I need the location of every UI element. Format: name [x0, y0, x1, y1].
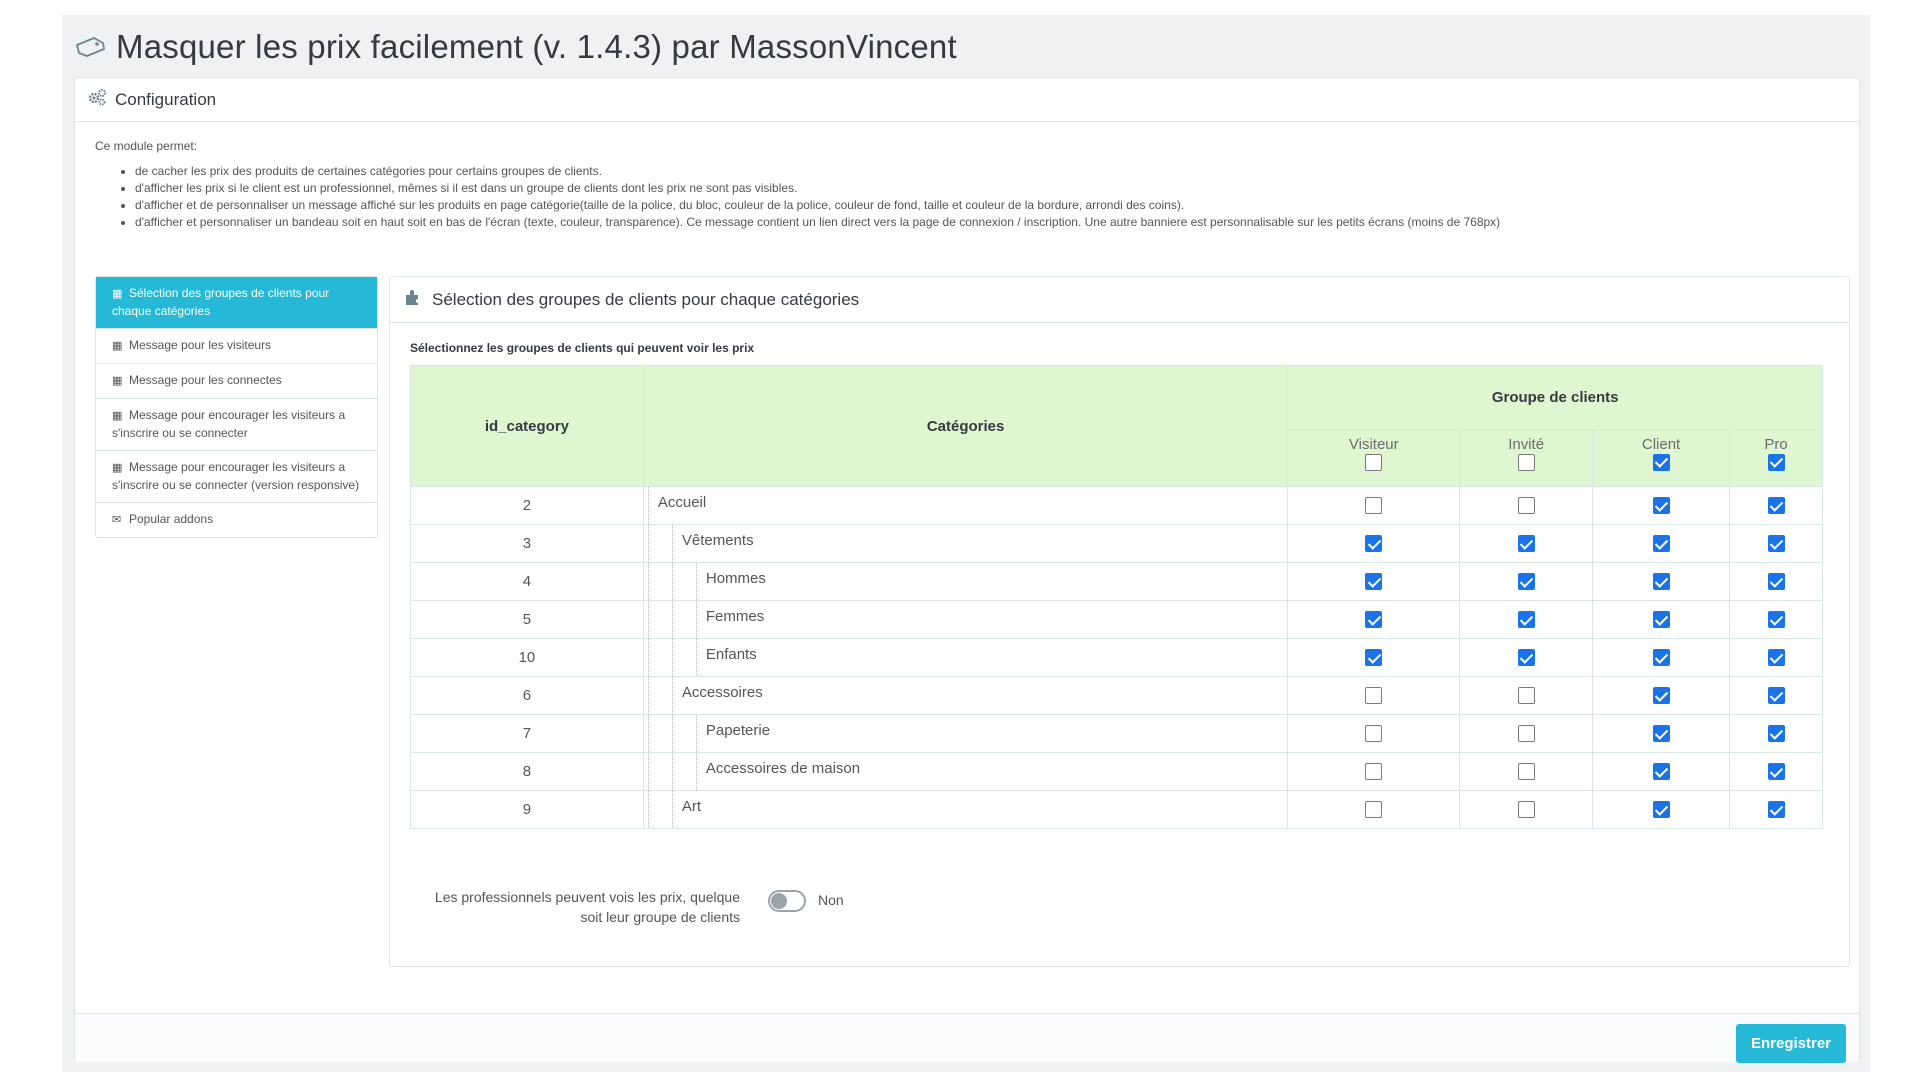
group-checkbox-pro[interactable]: [1768, 725, 1785, 742]
group-checkbox-pro[interactable]: [1768, 687, 1785, 704]
group-checkbox-invité[interactable]: [1518, 497, 1535, 514]
tree-line: [648, 601, 649, 638]
category-id-cell: 7: [411, 715, 644, 753]
group-label: Pro: [1764, 436, 1788, 453]
group-checkbox-client[interactable]: [1653, 687, 1670, 704]
group-checkbox-pro[interactable]: [1768, 611, 1785, 628]
group-checkbox-client[interactable]: [1653, 725, 1670, 742]
table-instructions: Sélectionnez les groupes de clients qui peuvent voir les prix: [410, 341, 755, 355]
tree-line: [672, 753, 673, 790]
group-checkbox-visiteur[interactable]: [1365, 649, 1382, 666]
page-title: Masquer les prix facilement (v. 1.4.3) par MassonVincent: [116, 28, 957, 65]
category-name: Femmes: [705, 608, 765, 625]
category-name: Enfants: [705, 646, 757, 663]
group-checkbox-client[interactable]: [1653, 573, 1670, 590]
category-name-cell: [643, 525, 1287, 563]
tab-signup-message[interactable]: [96, 399, 377, 451]
category-id-cell: 2: [411, 487, 644, 525]
module-page: [62, 15, 1870, 1072]
category-name: Vêtements: [681, 532, 754, 549]
tree-line: [648, 753, 649, 790]
group-checkbox-invité[interactable]: [1518, 801, 1535, 818]
group-check-cell: [1730, 715, 1823, 753]
group-checkbox-pro[interactable]: [1768, 649, 1785, 666]
group-checkbox-pro[interactable]: [1768, 573, 1785, 590]
select-all-checkbox-client[interactable]: [1653, 454, 1670, 471]
puzzle-icon: ▦: [112, 288, 123, 300]
group-check-cell: [1288, 715, 1460, 753]
category-name-cell: [643, 791, 1287, 829]
feature-item: • d'afficher et personnaliser un bandeau soit en haut soit en bas de l'écran (texte, couleur, transparence). Ce message contient un lien direct vers la page de connexion / inscription. Une autre banniere est personnalisable sur les petits écrans (moins de 768px): [135, 214, 1500, 231]
group-checkbox-visiteur[interactable]: [1365, 535, 1382, 552]
group-checkbox-visiteur[interactable]: [1365, 687, 1382, 704]
tree-line: [672, 639, 673, 676]
tree-line: [672, 715, 673, 752]
column-header-customer-groups: Groupe de clients: [1288, 366, 1823, 430]
pro-visibility-label: Les professionnels peuvent vois les prix, quelque soit leur groupe de clients: [434, 889, 740, 925]
tab-connected-message[interactable]: [96, 364, 377, 399]
category-name: Hommes: [705, 570, 766, 587]
tree-line: [696, 715, 697, 752]
tab-visitor-message[interactable]: [96, 329, 377, 364]
group-header-visiteur: [1288, 430, 1460, 487]
settings-tabs: [95, 276, 378, 538]
group-checkbox-visiteur[interactable]: [1365, 801, 1382, 818]
group-checkbox-visiteur[interactable]: [1365, 573, 1382, 590]
group-label: Client: [1641, 436, 1681, 453]
group-check-cell: [1288, 563, 1460, 601]
tree-line: [648, 639, 649, 676]
group-header-invite: [1460, 430, 1593, 487]
tab-signup-message-responsive[interactable]: [96, 451, 377, 503]
module-description: [95, 138, 1500, 231]
tab-customer-groups[interactable]: [96, 277, 377, 329]
puzzle-icon: ▦: [112, 375, 123, 387]
tree-line: [648, 525, 649, 562]
group-label: Invité: [1508, 436, 1545, 453]
group-check-cell: [1460, 791, 1593, 829]
group-header-pro: [1730, 430, 1823, 487]
group-checkbox-invité[interactable]: [1518, 649, 1535, 666]
tree-line: [696, 563, 697, 600]
group-checkbox-pro[interactable]: [1768, 801, 1785, 818]
category-rows: [411, 487, 1823, 829]
tree-line: [672, 791, 673, 828]
tree-line: [672, 563, 673, 600]
panel-title: Configuration: [115, 89, 217, 109]
category-id-cell: 8: [411, 753, 644, 791]
category-name-cell: [643, 639, 1287, 677]
tree-line: [672, 601, 673, 638]
feature-item: • d'afficher et de personnaliser un message affiché sur les produits en page catégorie(taille de la police, du bloc, couleur de la police, couleur de fond, taille et couleur de la bordure, arrondi des coins).: [135, 197, 1500, 214]
group-checkbox-visiteur[interactable]: [1365, 763, 1382, 780]
group-checkbox-pro[interactable]: [1768, 497, 1785, 514]
group-check-cell: [1288, 487, 1460, 525]
category-id-cell: 9: [411, 791, 644, 829]
category-name: Papeterie: [705, 722, 771, 739]
puzzle-icon: ▦: [112, 340, 123, 352]
feature-list: [95, 163, 1500, 231]
group-check-cell: [1288, 639, 1460, 677]
tab-label: Sélection des groupes de clients pour chaque catégories: [112, 286, 330, 318]
select-all-checkbox-invite[interactable]: [1518, 454, 1535, 471]
group-checkbox-pro[interactable]: [1768, 535, 1785, 552]
group-checkbox-client[interactable]: [1653, 763, 1670, 780]
group-check-cell: [1460, 639, 1593, 677]
group-check-cell: [1460, 677, 1593, 715]
feature-item: • d'afficher les prix si le client est un professionnel, mêmes si il est dans un groupe de clients dont les prix ne sont pas visibles.: [135, 180, 1500, 197]
group-check-cell: [1593, 753, 1730, 791]
tree-line: [696, 601, 697, 638]
group-check-cell: [1460, 563, 1593, 601]
price-tag-icon: [74, 36, 106, 58]
category-id-cell: 3: [411, 525, 644, 563]
group-check-cell: [1593, 487, 1730, 525]
group-checkbox-invité[interactable]: [1518, 725, 1535, 742]
category-id-cell: 5: [411, 601, 644, 639]
category-name-cell: [643, 715, 1287, 753]
category-name: Accueil: [657, 494, 707, 511]
table-row: [411, 791, 1823, 829]
group-header-client: [1593, 430, 1730, 487]
column-header-categories: Catégories: [643, 366, 1287, 487]
group-check-cell: [1730, 791, 1823, 829]
table-row: [411, 601, 1823, 639]
category-name-cell: [643, 563, 1287, 601]
panel-footer: [75, 1013, 1859, 1062]
puzzle-icon: ▦: [112, 410, 123, 422]
table-row: [411, 639, 1823, 677]
cogs-icon: [87, 88, 107, 111]
group-check-cell: [1730, 677, 1823, 715]
group-checkbox-client[interactable]: [1653, 535, 1670, 552]
content-heading: [390, 277, 1849, 323]
group-check-cell: [1593, 639, 1730, 677]
page-header: [74, 27, 957, 67]
customer-groups-panel: [389, 276, 1850, 967]
group-label: Visiteur: [1348, 436, 1399, 453]
panel-heading: [75, 78, 1859, 122]
tab-label: Popular addons: [129, 512, 214, 526]
group-check-cell: [1593, 715, 1730, 753]
group-check-cell: [1730, 753, 1823, 791]
group-check-cell: [1460, 715, 1593, 753]
category-name-cell: [643, 601, 1287, 639]
group-check-cell: [1730, 525, 1823, 563]
tab-label: Message pour les visiteurs: [129, 338, 272, 352]
group-check-cell: [1730, 487, 1823, 525]
group-checkbox-invité[interactable]: [1518, 535, 1535, 552]
tree-line: [648, 487, 649, 524]
tree-line: [696, 753, 697, 790]
tab-label: Message pour les connectes: [129, 373, 282, 387]
tree-line: [648, 715, 649, 752]
group-check-cell: [1730, 601, 1823, 639]
pro-visibility-setting: [414, 887, 844, 927]
pro-visibility-value: Non: [818, 892, 844, 908]
group-checkbox-pro[interactable]: [1768, 763, 1785, 780]
tree-line: [648, 791, 649, 828]
group-check-cell: [1288, 753, 1460, 791]
category-name: Accessoires: [681, 684, 763, 701]
select-all-checkbox-visiteur[interactable]: [1365, 454, 1382, 471]
table-row: [411, 753, 1823, 791]
category-name-cell: [643, 677, 1287, 715]
tree-line: [696, 639, 697, 676]
table-row: [411, 487, 1823, 525]
table-row: [411, 715, 1823, 753]
category-id-cell: 6: [411, 677, 644, 715]
intro-title: Ce module permet:: [95, 139, 198, 153]
tree-line: [672, 677, 673, 714]
category-groups-table: [410, 365, 1823, 829]
tab-popular-addons[interactable]: [96, 503, 377, 537]
tab-label: Message pour encourager les visiteurs a s'inscrire ou se connecter (version responsive): [112, 460, 360, 492]
configuration-panel: [74, 77, 1860, 1062]
group-checkbox-visiteur[interactable]: [1365, 497, 1382, 514]
group-check-cell: [1460, 753, 1593, 791]
envelope-icon: ✉: [112, 514, 122, 526]
group-checkbox-visiteur[interactable]: [1365, 611, 1382, 628]
group-check-cell: [1460, 601, 1593, 639]
group-check-cell: [1460, 525, 1593, 563]
puzzle-icon: ▦: [112, 462, 123, 474]
group-check-cell: [1593, 601, 1730, 639]
tree-line: [672, 525, 673, 562]
group-checkbox-client[interactable]: [1653, 649, 1670, 666]
group-checkbox-client[interactable]: [1653, 497, 1670, 514]
tab-label: Message pour encourager les visiteurs a s'inscrire ou se connecter: [112, 408, 346, 440]
group-check-cell: [1730, 639, 1823, 677]
category-name-cell: [643, 487, 1287, 525]
category-name-cell: [643, 753, 1287, 791]
group-check-cell: [1460, 487, 1593, 525]
group-check-cell: [1593, 563, 1730, 601]
group-check-cell: [1730, 563, 1823, 601]
group-checkbox-client[interactable]: [1653, 801, 1670, 818]
group-checkbox-visiteur[interactable]: [1365, 725, 1382, 742]
save-button[interactable]: Enregistrer: [1736, 1024, 1846, 1063]
table-row: [411, 525, 1823, 563]
table-row: [411, 563, 1823, 601]
column-header-id: id_category: [411, 366, 644, 487]
category-name: Accessoires de maison: [705, 760, 861, 777]
category-name: Art: [681, 798, 702, 815]
group-check-cell: [1288, 525, 1460, 563]
category-id-cell: 4: [411, 563, 644, 601]
table-row: [411, 677, 1823, 715]
tree-line: [648, 677, 649, 714]
group-checkbox-invité[interactable]: [1518, 687, 1535, 704]
category-id-cell: 10: [411, 639, 644, 677]
feature-item: • de cacher les prix des produits de certaines catégories pour certains groupes de clients.: [135, 163, 1500, 180]
group-checkbox-invité[interactable]: [1518, 573, 1535, 590]
group-check-cell: [1288, 791, 1460, 829]
tree-line: [648, 563, 649, 600]
group-check-cell: [1593, 525, 1730, 563]
content-title: Sélection des groupes de clients pour chaque catégories: [432, 289, 860, 309]
pro-visibility-toggle[interactable]: [768, 890, 806, 912]
group-checkbox-invité[interactable]: [1518, 763, 1535, 780]
puzzle-icon: [404, 288, 422, 311]
group-checkbox-client[interactable]: [1653, 611, 1670, 628]
group-check-cell: [1593, 791, 1730, 829]
select-all-checkbox-pro[interactable]: [1768, 454, 1785, 471]
group-check-cell: [1288, 601, 1460, 639]
group-check-cell: [1593, 677, 1730, 715]
group-check-cell: [1288, 677, 1460, 715]
group-checkbox-invité[interactable]: [1518, 611, 1535, 628]
